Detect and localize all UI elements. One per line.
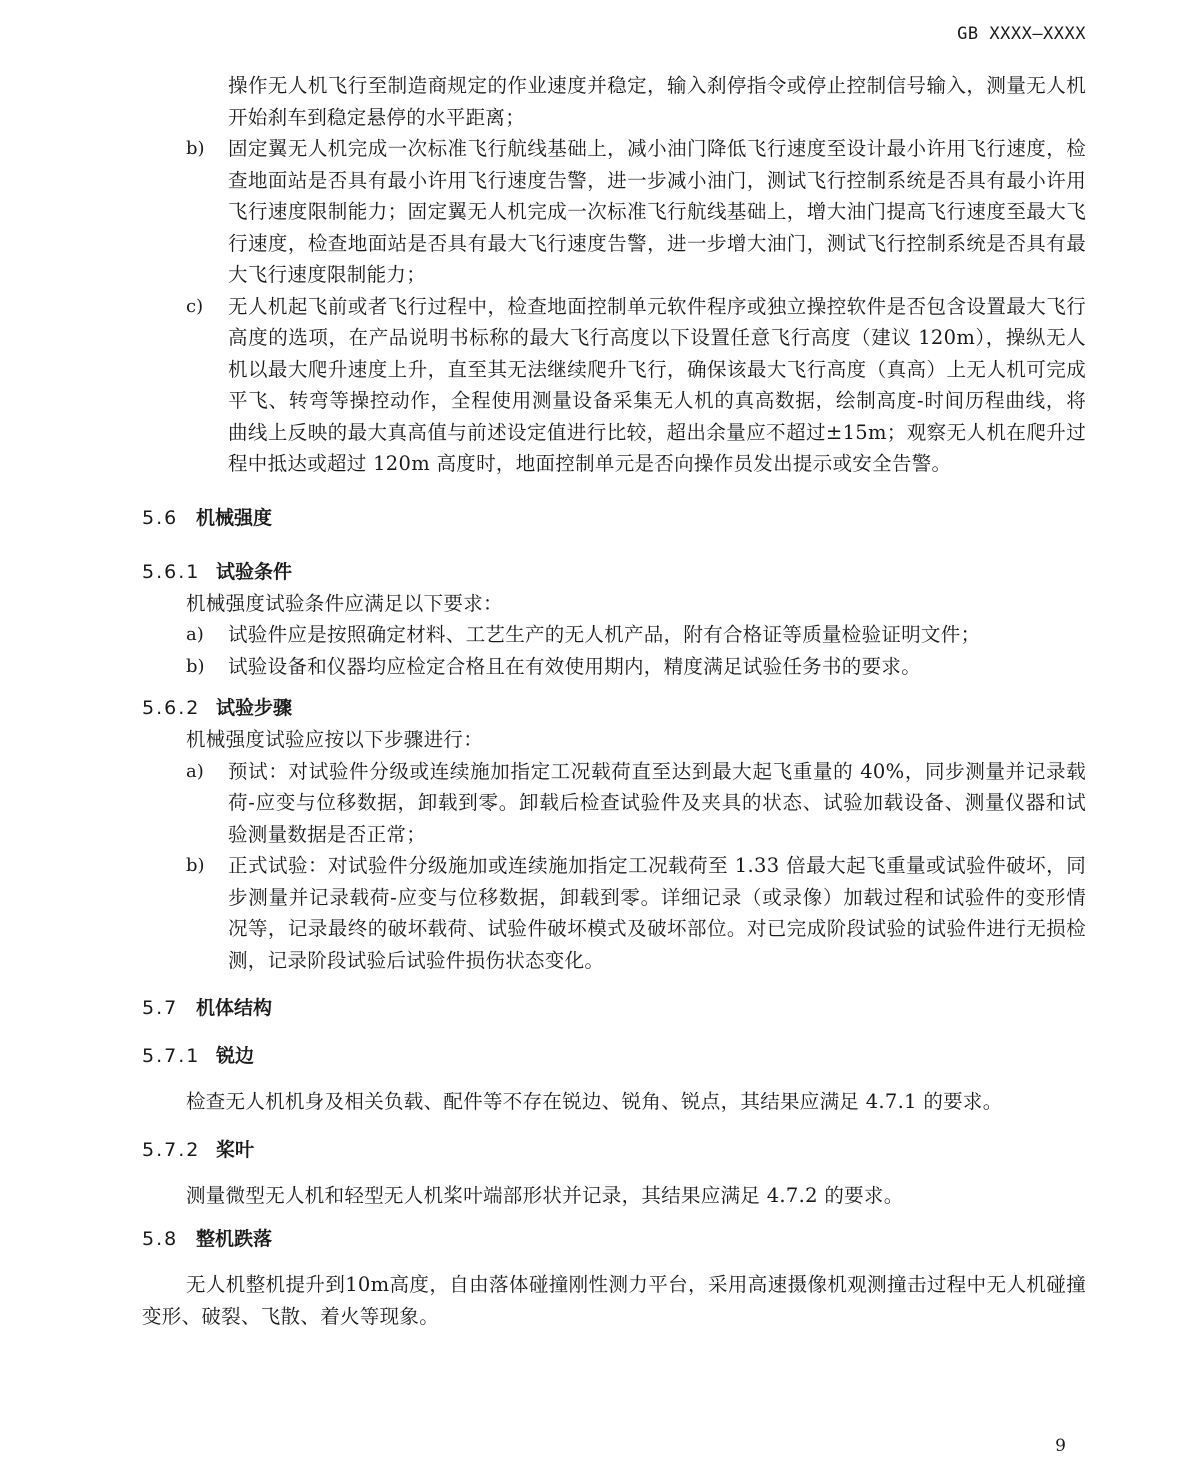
section-number: 5.6.1 — [142, 560, 201, 583]
section-title: 锐边 — [216, 1045, 255, 1067]
list-label: c) — [186, 295, 204, 317]
list-item-a — [0, 619, 1200, 651]
section-title: 机体结构 — [196, 997, 273, 1019]
section-heading-5-7-2 — [142, 1134, 1200, 1166]
section-heading-5-6-1 — [142, 556, 1200, 588]
section-number: 5.7.1 — [142, 1045, 201, 1067]
list-item-b — [0, 133, 1200, 291]
page-number: 9 — [1055, 1436, 1066, 1456]
section-title: 桨叶 — [216, 1138, 255, 1161]
section-title: 机械强度 — [196, 506, 273, 529]
section-heading-5-8 — [142, 1223, 1200, 1255]
list-item-b — [0, 850, 1200, 976]
continuation-paragraph: 操作无人机飞行至制造商规定的作业速度并稳定，输入刹停指令或停止控制信号输入，测量无人机开始刹车到稳定悬停的水平距离； — [228, 74, 1086, 129]
list-text: 预试：对试验件分级或连续施加指定工况载荷直至达到最大起飞重量的 40%，同步测量并记录载荷-应变与位移数据，卸载到零。卸载后检查试验件及夹具的状态、试验加载设备、测量仪器和试验测量数据是否正常； — [228, 759, 1086, 846]
section-title: 试验步骤 — [216, 697, 293, 719]
document-code: GB XXXX—XXXX — [957, 24, 1086, 44]
section-heading-5-6 — [142, 502, 1200, 534]
body-paragraph: 检查无人机机身及相关负载、配件等不存在锐边、锐角、锐点，其结果应满足 4.7.1 的要求。 — [186, 1090, 1003, 1113]
section-number: 5.6 — [142, 506, 179, 529]
section-heading-5-7 — [142, 992, 1200, 1024]
body-paragraph: 无人机整机提升到10m高度，自由落体碰撞刚性测力平台，采用高速摄像机观测撞击过程中无人机碰撞变形、破裂、飞散、着火等现象。 — [142, 1273, 1086, 1328]
list-label: a) — [186, 760, 204, 782]
list-label: b) — [186, 655, 205, 677]
intro-paragraph: 机械强度试验应按以下步骤进行： — [186, 728, 484, 751]
list-item-c — [0, 291, 1200, 480]
page-body — [0, 70, 1200, 1332]
list-label: a) — [186, 624, 204, 645]
section-title: 整机跌落 — [196, 1228, 273, 1250]
list-label: b) — [186, 855, 205, 876]
section-heading-5-6-2 — [142, 692, 1200, 724]
intro-paragraph: 机械强度试验条件应满足以下要求： — [186, 591, 503, 615]
list-label: b) — [186, 138, 205, 159]
section-number: 5.7 — [142, 997, 179, 1019]
list-text: 试验设备和仪器均应检定合格且在有效使用期内，精度满足试验任务书的要求。 — [228, 654, 922, 678]
list-text: 固定翼无人机完成一次标准飞行航线基础上，减小油门降低飞行速度至设计最小许用飞行速度，检查地面站是否具有最小许用飞行速度告警，进一步减小油门，测试飞行控制系统是否具有最小许用飞行速度限制能力；固定翼无人机完成一次标准飞行航线基础上，增大油门提高飞行速度至最大飞行速度，检查地面站是否具有最大飞行速度告警，进一步增大油门，测试飞行控制系统是否具有最大飞行速度限制能力； — [228, 137, 1086, 286]
section-title: 试验条件 — [216, 560, 293, 583]
list-text: 无人机起飞前或者飞行过程中，检查地面控制单元软件程序或独立操控软件是否包含设置最大飞行高度的选项，在产品说明书标称的最大飞行高度以下设置任意飞行高度（建议 120m），操纵无人机以最大爬升速度上升，直至其无法继续爬升飞行，确保该最大飞行高度（真高）上无人机可完成平飞、转弯等操控动作，全程使用测量设备采集无人机的真高数据，绘制高度-时间历程曲线，将曲线上反映的最大真高值与前述设定值进行比较，超出余量应不超过±15m；观察无人机在爬升过程中抵达或超过 120m 高度时，地面控制单元是否向操作员发出提示或安全告警。 — [228, 294, 1086, 475]
section-number: 5.8 — [142, 1228, 179, 1250]
section-heading-5-7-1 — [142, 1040, 1200, 1072]
list-item-b — [0, 651, 1200, 683]
section-number: 5.7.2 — [142, 1138, 201, 1161]
list-text: 正式试验：对试验件分级施加或连续施加指定工况载荷至 1.33 倍最大起飞重量或试验件破坏，同步测量并记录载荷-应变与位移数据，卸载到零。详细记录（或录像）加载过程和试验件的变形情况等，记录最终的破坏载荷、试验件破坏模式及破坏部位。对已完成阶段试验的试验件进行无损检测，记录阶段试验后试验件损伤状态变化。 — [228, 854, 1086, 972]
section-number: 5.6.2 — [142, 697, 201, 719]
list-text: 试验件应是按照确定材料、工艺生产的无人机产品，附有合格证等质量检验证明文件； — [228, 623, 981, 646]
body-paragraph: 测量微型无人机和轻型无人机桨叶端部形状并记录，其结果应满足 4.7.2 的要求。 — [186, 1183, 904, 1207]
list-item-a — [0, 756, 1200, 851]
